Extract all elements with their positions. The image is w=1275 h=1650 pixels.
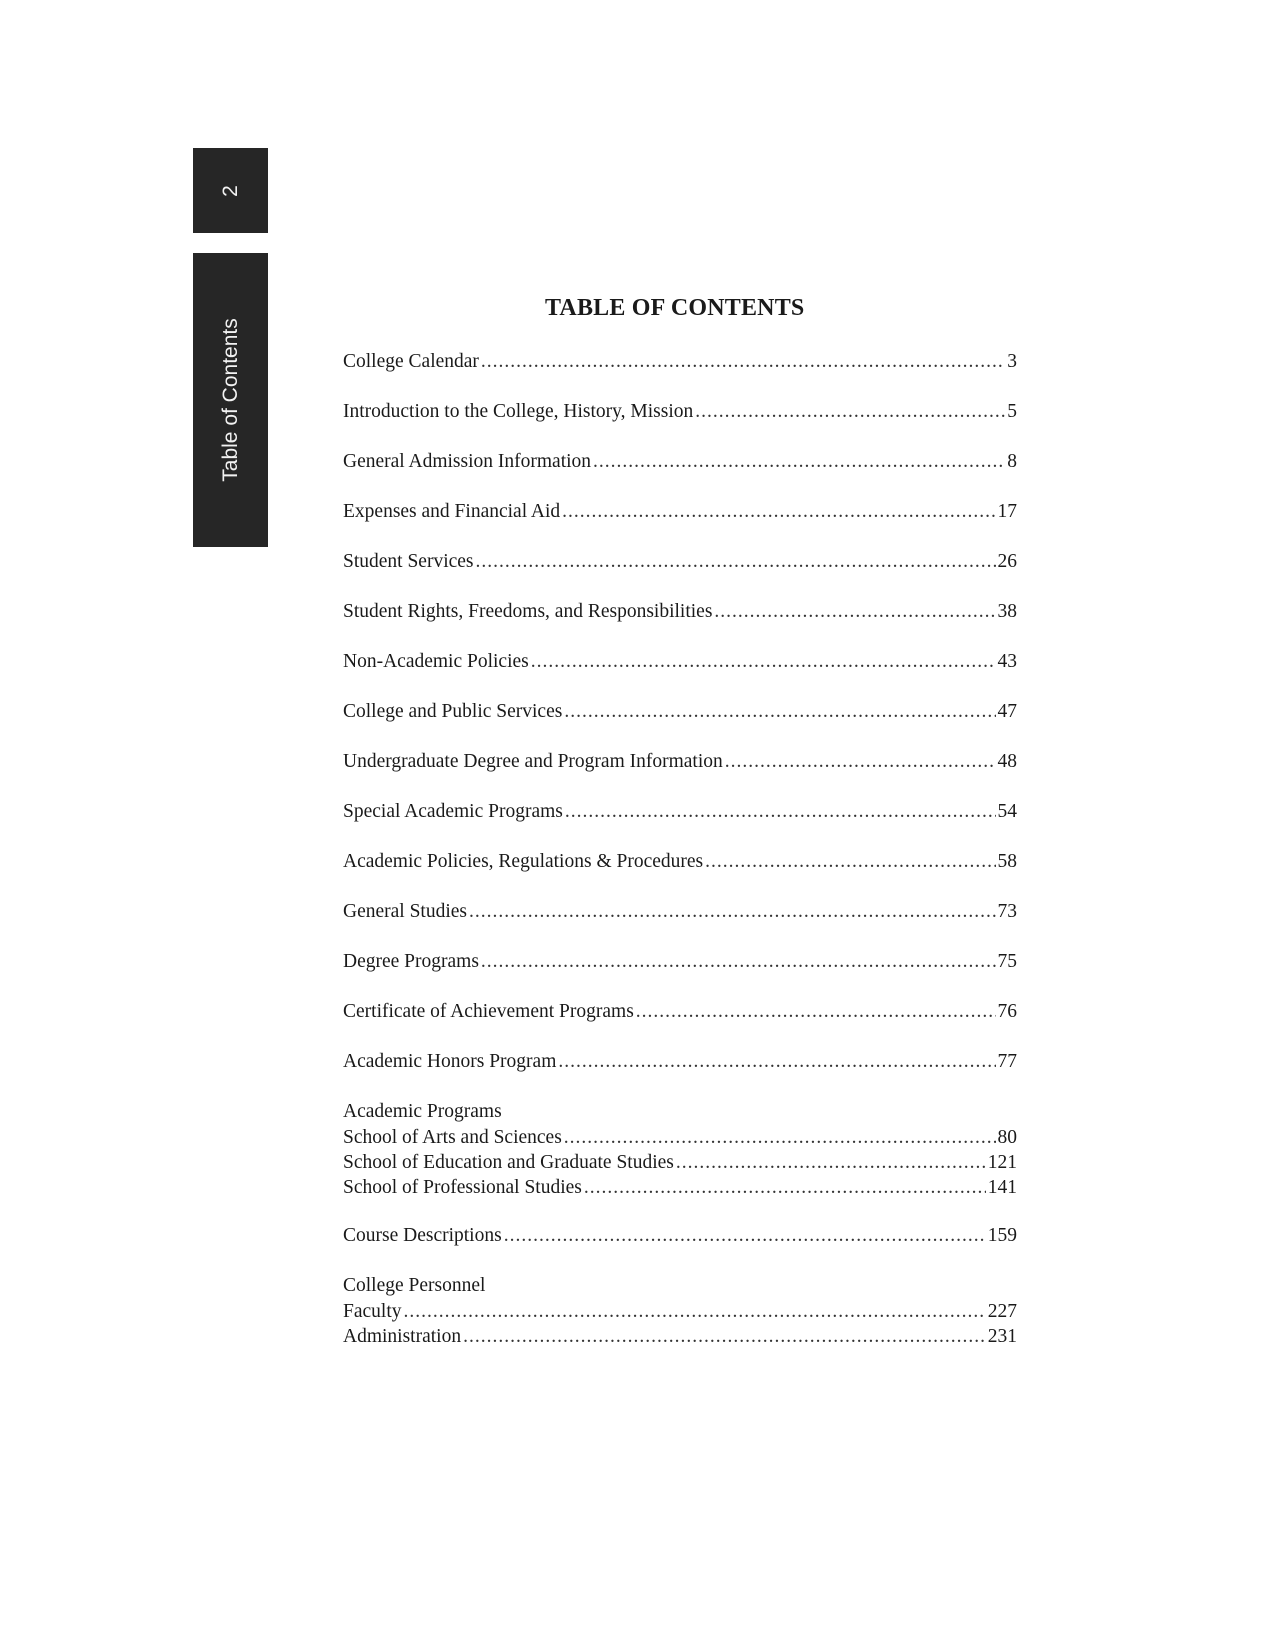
toc-entry-label: School of Professional Studies: [343, 1177, 582, 1198]
dot-leader: [695, 399, 1005, 425]
toc-subentry[interactable]: [343, 1324, 1017, 1349]
dot-leader: [404, 1299, 986, 1324]
toc-entry-page: 48: [997, 751, 1017, 772]
toc-entry-page: 159: [987, 1225, 1017, 1246]
toc-entry-label: General Admission Information: [343, 451, 592, 472]
toc-entry-label: Student Rights, Freedoms, and Responsibilities: [343, 601, 713, 622]
toc-entry-label: Expenses and Financial Aid: [343, 501, 561, 522]
toc-entry[interactable]: [343, 549, 1017, 599]
dot-leader: [476, 549, 996, 575]
toc-entry[interactable]: [343, 499, 1017, 549]
toc-entry-page: 80: [997, 1127, 1017, 1148]
toc-entry-page: 38: [997, 601, 1017, 622]
toc-entry-label: Non-Academic Policies: [343, 651, 529, 672]
page-number: 2: [218, 184, 242, 197]
toc-subentry[interactable]: [343, 1125, 1017, 1150]
toc-entry-label: College and Public Services: [343, 701, 563, 722]
toc-entry-page: 5: [1007, 401, 1017, 422]
dot-leader: [481, 949, 996, 975]
toc-group-college-personnel: [343, 1273, 1017, 1353]
toc-entry-page: 47: [997, 701, 1017, 722]
toc-group-academic-programs: [343, 1099, 1017, 1223]
toc-entry-label: Course Descriptions: [343, 1225, 502, 1246]
toc-entry-page: 8: [1007, 451, 1017, 472]
toc-entry-label: Undergraduate Degree and Program Information: [343, 751, 723, 772]
toc-entry[interactable]: [343, 999, 1017, 1049]
toc-entry-page: 3: [1007, 351, 1017, 372]
toc-entry-page: 75: [997, 951, 1017, 972]
toc-entry[interactable]: [343, 949, 1017, 999]
toc-subentry[interactable]: [343, 1299, 1017, 1324]
toc-entry-page: 17: [997, 501, 1017, 522]
section-tab: [193, 253, 268, 547]
dot-leader: [564, 699, 995, 725]
dot-leader: [636, 999, 996, 1025]
page-number-tab: [193, 148, 268, 233]
toc-entry-page: 231: [987, 1326, 1017, 1347]
dot-leader: [531, 649, 996, 675]
dot-leader: [725, 749, 996, 775]
toc-entry[interactable]: [343, 399, 1017, 449]
toc-entry[interactable]: [343, 649, 1017, 699]
toc-entry[interactable]: [343, 749, 1017, 799]
toc-entry-label: Special Academic Programs: [343, 801, 563, 822]
toc-entry-label: General Studies: [343, 901, 468, 922]
dot-leader: [562, 499, 995, 525]
dot-leader: [504, 1223, 986, 1249]
toc-entry-page: 227: [987, 1301, 1017, 1322]
toc-entry-page: 76: [997, 1001, 1017, 1022]
toc-entry[interactable]: [343, 349, 1017, 399]
toc-entry-label: Degree Programs: [343, 951, 479, 972]
toc-entry-label: Introduction to the College, History, Mission: [343, 401, 694, 422]
toc-entry-label: College Calendar: [343, 351, 479, 372]
toc-entry-page: 26: [997, 551, 1017, 572]
toc-entry-label: Certificate of Achievement Programs: [343, 1001, 634, 1022]
toc-entry-page: 73: [997, 901, 1017, 922]
toc-entry-page: 54: [997, 801, 1017, 822]
page-title: TABLE OF CONTENTS: [545, 295, 805, 321]
toc-entry-label: Academic Honors Program: [343, 1051, 557, 1072]
dot-leader: [565, 799, 996, 825]
dot-leader: [558, 1049, 995, 1075]
dot-leader: [469, 899, 995, 925]
toc-entry[interactable]: [343, 449, 1017, 499]
toc-entry[interactable]: [343, 599, 1017, 649]
toc-subentry[interactable]: [343, 1175, 1017, 1200]
toc-entry-label: School of Arts and Sciences: [343, 1127, 562, 1148]
dot-leader: [481, 349, 1005, 375]
toc-entry-page: 58: [997, 851, 1017, 872]
dot-leader: [463, 1324, 986, 1349]
section-tab-label: Table of Contents: [218, 318, 242, 482]
toc-entry-label: Administration: [343, 1326, 462, 1347]
toc-entry-label: Academic Policies, Regulations & Procedures: [343, 851, 704, 872]
dot-leader: [705, 849, 995, 875]
toc-group-heading: College Personnel: [343, 1275, 486, 1296]
toc-entry-page: 43: [997, 651, 1017, 672]
toc-entry-label: School of Education and Graduate Studies: [343, 1152, 674, 1173]
dot-leader: [564, 1125, 996, 1150]
dot-leader: [714, 599, 995, 625]
toc-entry[interactable]: [343, 699, 1017, 749]
toc-entry[interactable]: [343, 1223, 1017, 1273]
toc-entry[interactable]: [343, 849, 1017, 899]
toc-entry[interactable]: [343, 899, 1017, 949]
toc-entry[interactable]: [343, 1049, 1017, 1099]
dot-leader: [584, 1175, 986, 1200]
toc-entry-page: 77: [997, 1051, 1017, 1072]
toc-entry[interactable]: [343, 799, 1017, 849]
toc-entry-label: Faculty: [343, 1301, 402, 1322]
toc-entry-label: Student Services: [343, 551, 474, 572]
table-of-contents: [343, 349, 1017, 1353]
toc-entry-page: 121: [987, 1152, 1017, 1173]
dot-leader: [676, 1150, 986, 1175]
toc-group-heading: Academic Programs: [343, 1101, 502, 1122]
dot-leader: [593, 449, 1005, 475]
toc-subentry[interactable]: [343, 1150, 1017, 1175]
toc-entry-page: 141: [987, 1177, 1017, 1198]
